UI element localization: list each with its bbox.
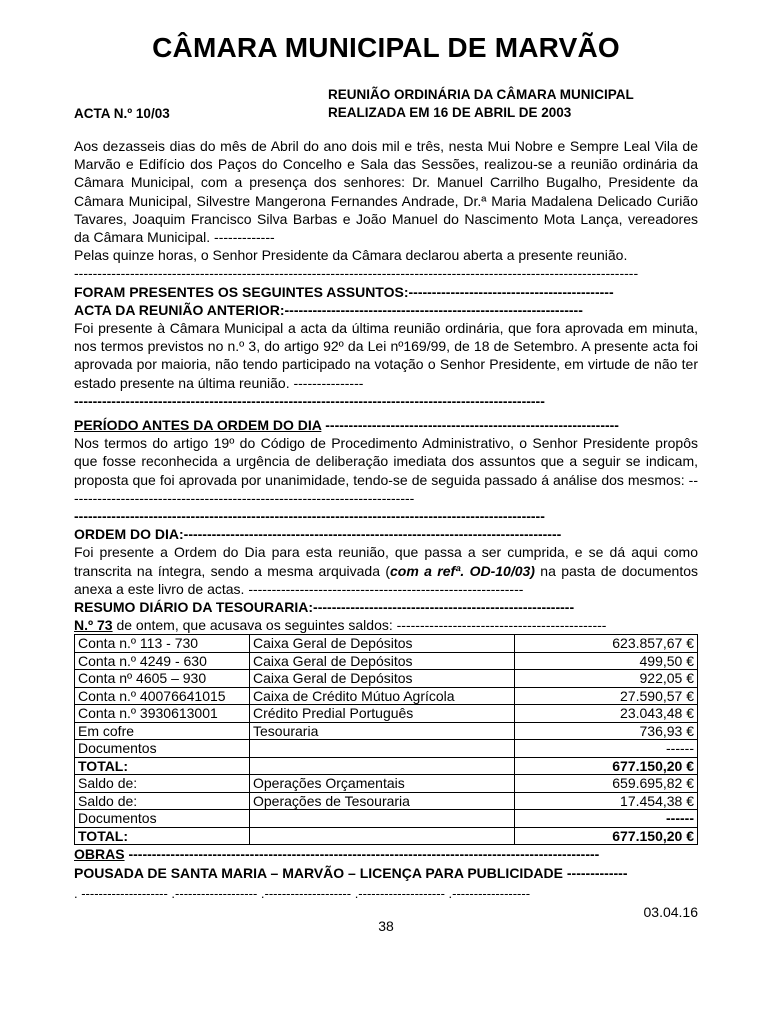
table-cell-institution: Crédito Predial Português [250, 705, 515, 723]
periodo-line [74, 416, 698, 434]
meeting-line-2: REALIZADA EM 16 DE ABRIL DE 2003 [328, 105, 572, 120]
ordem-reference: com a refª. OD-10/03) [390, 562, 535, 579]
table-cell-amount: 623.857,67 € [515, 635, 698, 653]
table-cell-amount: 677.150,20 € [515, 757, 698, 775]
obras-heading: OBRAS [74, 846, 125, 863]
table-cell-amount: 677.150,20 € [515, 827, 698, 845]
table-row [75, 775, 698, 793]
table-cell-account: Documentos [75, 810, 250, 828]
table-row [75, 740, 698, 758]
ordem-text-b: na pasta de documentos anexa a este livro de actas. ----------------------------------------------------------- [74, 562, 698, 597]
ordem-text [74, 543, 698, 598]
table-cell-amount: 736,93 € [515, 722, 698, 740]
table-cell-institution [250, 740, 515, 758]
tesouraria-number-line [74, 616, 698, 634]
page-number: 38 [378, 918, 394, 934]
table-cell-account: Conta nº 4605 – 930 [75, 670, 250, 688]
table-cell-account: Saldo de: [75, 792, 250, 810]
table-cell-institution [250, 827, 515, 845]
pousada-heading: POUSADA DE SANTA MARIA – MARVÃO – LICENÇA PARA PUBLICIDADE ------------- [74, 864, 628, 881]
table-cell-amount: 27.590,57 € [515, 687, 698, 705]
table-cell-institution: Caixa de Crédito Mútuo Agrícola [250, 687, 515, 705]
table-row [75, 757, 698, 775]
document-body [74, 137, 698, 882]
table-cell-institution: Operações de Tesouraria [250, 792, 515, 810]
meeting-line-1: REUNIÃO ORDINÁRIA DA CÂMARA MUNICIPAL [328, 87, 634, 102]
table-row [75, 792, 698, 810]
table-row [75, 827, 698, 845]
meeting-heading [328, 86, 634, 122]
balances-table [74, 634, 698, 845]
table-cell-account: TOTAL: [75, 827, 250, 845]
table-cell-institution: Caixa Geral de Depósitos [250, 670, 515, 688]
periodo-heading: PERÍODO ANTES DA ORDEM DO DIA [74, 417, 322, 434]
table-cell-amount: 499,50 € [515, 652, 698, 670]
table-cell-account: Conta n.º 4249 - 630 [75, 652, 250, 670]
ordem-text-a: Foi presente a Ordem do Dia para esta reunião, que passa a ser cumprida, e se dá aqui como transcrita na íntegra, sendo a mesma arquivada ( [74, 544, 698, 579]
presentes-heading: FORAM PRESENTES OS SEGUINTES ASSUNTOS:-------------------------------------------- [74, 283, 614, 300]
table-row [75, 705, 698, 723]
table-row [75, 722, 698, 740]
table-row [75, 635, 698, 653]
acta-anterior-heading: ACTA DA REUNIÃO ANTERIOR:---------------------------------------------------------------- [74, 301, 583, 318]
signature-lines: . -------------------- .------------------- .-------------------- .-------------------- .------------------ [74, 886, 531, 901]
table-cell-account: TOTAL: [75, 757, 250, 775]
table-row [75, 687, 698, 705]
table-cell-institution: Operações Orçamentais [250, 775, 515, 793]
table-cell-account: Conta n.º 113 - 730 [75, 635, 250, 653]
table-cell-amount: 922,05 € [515, 670, 698, 688]
table-cell-account: Documentos [75, 740, 250, 758]
table-cell-account: Em cofre [75, 722, 250, 740]
table-cell-amount: 659.695,82 € [515, 775, 698, 793]
table-cell-institution: Caixa Geral de Depósitos [250, 635, 515, 653]
intro-paragraph: Aos dezasseis dias do mês de Abril do ano dois mil e três, nesta Mui Nobre e Sempre Leal Vila de Marvão e Edifício dos Paços do Concelho e Sala das Sessões, realizou-se a reunião ordinária da Câmara Municipal, com a presença dos senhores: Dr. Manuel Carrilho Bugalho, Presidente da Câmara Municipal, Silvestre Mangerona Fernandes Andrade, Dr.ª Maria Madalena Delicado Curião Tavares, Joaquim Francisco Silva Barbas e João Manuel do Nascimento Mota Lança, vereadores da Câmara Municipal. ------------- [74, 138, 698, 246]
acta-number: ACTA N.º 10/03 [74, 106, 170, 121]
obras-dash: ----------------------------------------------------------------------------------------------------- [124, 846, 600, 863]
table-cell-amount: 17.454,38 € [515, 792, 698, 810]
footer-date: 03.04.16 [643, 904, 698, 920]
bold-dash-separator: ----------------------------------------------------------------------------------------------------- [74, 392, 545, 409]
table-cell-amount: 23.043,48 € [515, 705, 698, 723]
table-cell-amount: ------ [515, 810, 698, 828]
page-title: CÂMARA MUNICIPAL DE MARVÃO [152, 32, 620, 63]
table-cell-institution [250, 757, 515, 775]
table-row [75, 810, 698, 828]
table-row [75, 652, 698, 670]
table-cell-institution: Caixa Geral de Depósitos [250, 652, 515, 670]
obras-line [74, 845, 698, 863]
acta-anterior-text: Foi presente à Câmara Municipal a acta da última reunião ordinária, que fora aprovada em minuta, nos termos previstos no n.º 3, do artigo 92º da Lei nº169/99, de 18 de Setembro. A presente acta foi aprovada por maioria, não tendo participado na votação o Senhor Presidente, em virtude de não ter estado presente na última reunião. --------------- [74, 320, 698, 391]
opening-line: Pelas quinze horas, o Senhor Presidente da Câmara declarou aberta a presente reunião. [74, 247, 628, 264]
tesouraria-number: N.º 73 [74, 617, 113, 634]
table-cell-account: Conta n.º 3930613001 [75, 705, 250, 723]
tesouraria-number-text: de ontem, que acusava os seguintes saldos: --------------------------------------------- [112, 617, 607, 634]
periodo-dash: --------------------------------------------------------------- [321, 417, 619, 434]
table-cell-institution: Tesouraria [250, 722, 515, 740]
tesouraria-heading: RESUMO DIÁRIO DA TESOURARIA:-------------------------------------------------------- [74, 599, 575, 616]
table-cell-institution [250, 810, 515, 828]
ordem-heading: ORDEM DO DIA:--------------------------------------------------------------------------------- [74, 526, 562, 543]
dash-separator: ------------------------------------------------------------------------------------------------------------------------- [74, 265, 639, 282]
table-cell-account: Saldo de: [75, 775, 250, 793]
bold-dash-separator-2: ----------------------------------------------------------------------------------------------------- [74, 508, 545, 525]
table-cell-account: Conta n.º 40076641015 [75, 687, 250, 705]
table-row [75, 670, 698, 688]
periodo-text: Nos termos do artigo 19º do Código de Procedimento Administrativo, o Senhor Presidente propôs que fosse reconhecida a urgência de deliberação imediata dos assuntos que a seguir se indicam, proposta que foi aprovada por unanimidade, tendo-se de seguida passado á análise dos mesmos: --------------------------------------------------------------------------- [74, 435, 698, 506]
table-cell-amount: ------ [515, 740, 698, 758]
